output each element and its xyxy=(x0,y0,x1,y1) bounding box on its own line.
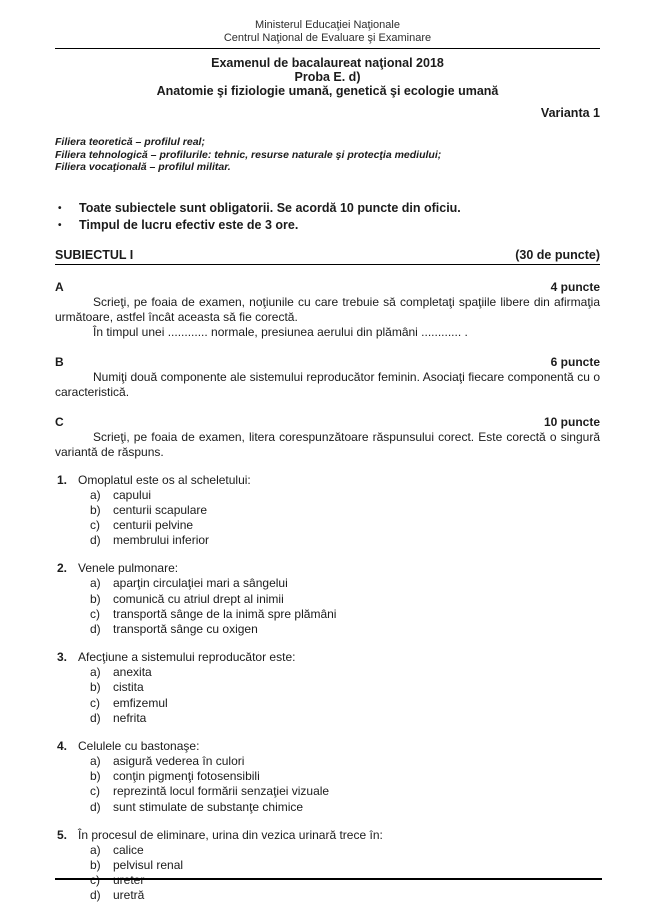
option-b xyxy=(90,680,600,695)
option-c xyxy=(90,518,600,533)
option-letter: b) xyxy=(90,857,101,872)
question-stem xyxy=(55,828,600,843)
option-text: transportă sânge de la inimă spre plămâni xyxy=(113,606,337,621)
question-stem xyxy=(55,473,600,488)
option-letter: c) xyxy=(90,606,100,621)
option-text: calice xyxy=(113,842,144,857)
option-letter: b) xyxy=(90,680,101,695)
option-text: centurii scapulare xyxy=(113,502,208,517)
question-3 xyxy=(55,650,600,726)
section-b-label: B xyxy=(55,354,64,369)
question-stem xyxy=(55,739,600,754)
option-letter: c) xyxy=(90,517,100,532)
section-c-heading xyxy=(55,415,600,430)
option-text: reprezintă locul formării senzaţiei vizuale xyxy=(113,784,330,799)
option-d xyxy=(90,711,600,726)
question-text: Omoplatul este os al scheletului: xyxy=(78,472,251,487)
section-c-label: C xyxy=(55,414,64,429)
footer-divider xyxy=(55,878,602,880)
option-letter: b) xyxy=(90,769,101,784)
bullet-icon: • xyxy=(58,202,62,214)
exam-title: Examenul de bacalaureat naţional 2018 xyxy=(211,56,444,70)
option-a xyxy=(90,576,600,591)
option-b xyxy=(90,592,600,607)
option-text: comunică cu atriul drept al inimii xyxy=(113,591,284,606)
note-row xyxy=(55,217,600,234)
question-text: Afecţiune a sistemului reproducător este: xyxy=(78,650,296,665)
option-letter: d) xyxy=(90,533,101,548)
option-letter: d) xyxy=(90,799,101,814)
section-b-heading xyxy=(55,355,600,370)
section-a-label: A xyxy=(55,279,64,294)
option-a xyxy=(90,488,600,503)
option-letter: b) xyxy=(90,502,101,517)
subject-heading xyxy=(55,248,600,265)
option-c xyxy=(90,696,600,711)
question-number: 3. xyxy=(57,650,68,665)
section-b-paragraph: Numiţi două componente ale sistemului reproducător feminin. Asociaţi fiecare componentă cu o caracteristică. xyxy=(55,369,600,399)
note-row xyxy=(55,200,600,217)
option-d xyxy=(90,533,600,548)
option-letter: c) xyxy=(90,873,100,888)
filiera-block xyxy=(55,136,600,174)
option-letter: a) xyxy=(90,842,101,857)
variant-label: Varianta 1 xyxy=(540,106,600,120)
center-name: Centrul Naţional de Evaluare şi Examinare xyxy=(223,32,432,44)
option-b xyxy=(90,769,600,784)
section-a-fill-statement: În timpul unei ............ normale, presiunea aerului din plămâni ............ . xyxy=(93,324,468,339)
option-letter: b) xyxy=(90,591,101,606)
option-text: sunt stimulate de substanţe chimice xyxy=(113,799,304,814)
option-letter: a) xyxy=(90,487,101,502)
exam-title-block xyxy=(55,56,600,98)
option-text: cistita xyxy=(113,680,144,695)
section-a-paragraph: Scrieţi, pe foaia de examen, noţiunile cu care trebuie să completaţi spaţiile libere din afirmaţia următoare, astfel încât aceasta să fie corectă. xyxy=(55,294,600,324)
option-text: pelvisul renal xyxy=(113,857,184,872)
subject-label: SUBIECTUL I xyxy=(55,247,134,262)
option-text: asigură vederea în culori xyxy=(113,753,245,768)
filiera-vocationala: Filiera vocaţională – profilul militar. xyxy=(55,161,231,173)
option-c xyxy=(90,607,600,622)
question-4 xyxy=(55,739,600,815)
section-b-points: 6 puncte xyxy=(550,354,600,369)
section-a-points: 4 puncte xyxy=(550,279,600,294)
question-text: Venele pulmonare: xyxy=(78,561,179,576)
subject-points: (30 de puncte) xyxy=(515,247,600,262)
option-d xyxy=(90,888,600,903)
option-letter: a) xyxy=(90,753,101,768)
exam-proba: Proba E. d) xyxy=(294,70,361,84)
bullet-icon: • xyxy=(58,219,62,231)
option-c xyxy=(90,873,600,888)
question-2 xyxy=(55,561,600,637)
option-text: transportă sânge cu oxigen xyxy=(113,621,258,636)
option-text: membrului inferior xyxy=(113,533,210,548)
option-text: capului xyxy=(113,487,152,502)
question-text: În procesul de eliminare, urina din vezica urinară trece în: xyxy=(78,827,383,842)
filiera-tehnologica: Filiera tehnologică – profilurile: tehnic, resurse naturale şi protecţia mediului; xyxy=(55,148,442,161)
option-text: emfizemul xyxy=(113,695,168,710)
option-a xyxy=(90,754,600,769)
exam-subject-name: Anatomie şi fiziologie umană, genetică şi ecologie umană xyxy=(156,84,499,98)
option-c xyxy=(90,784,600,799)
option-b xyxy=(90,503,600,518)
option-letter: c) xyxy=(90,695,100,710)
option-d xyxy=(90,800,600,815)
ministry-header xyxy=(55,0,600,45)
option-text: ureter xyxy=(113,873,145,888)
question-5 xyxy=(55,828,600,904)
section-a-heading xyxy=(55,280,600,295)
ministry-name: Ministerul Educaţiei Naţionale xyxy=(255,19,400,31)
section-c-points: 10 puncte xyxy=(543,414,600,429)
question-1 xyxy=(55,473,600,549)
question-stem xyxy=(55,561,600,576)
exam-notes xyxy=(55,200,600,234)
option-letter: d) xyxy=(90,621,101,636)
header-divider xyxy=(55,48,600,49)
option-text: centurii pelvine xyxy=(113,517,194,532)
option-a xyxy=(90,843,600,858)
option-text: anexita xyxy=(113,665,152,680)
option-letter: d) xyxy=(90,710,101,725)
option-letter: a) xyxy=(90,665,101,680)
question-number: 5. xyxy=(57,827,68,842)
filiera-teoretica: Filiera teoretică – profilul real; xyxy=(55,136,205,148)
option-letter: d) xyxy=(90,888,101,903)
question-text: Celulele cu bastonaşe: xyxy=(78,738,200,753)
question-number: 4. xyxy=(57,738,68,753)
option-text: nefrita xyxy=(113,710,147,725)
option-text: conţin pigmenţi fotosensibili xyxy=(113,769,260,784)
question-number: 1. xyxy=(57,472,68,487)
question-number: 2. xyxy=(57,561,68,576)
option-letter: a) xyxy=(90,576,101,591)
section-c-paragraph: Scrieţi, pe foaia de examen, litera corespunzătoare răspunsului corect. Este corectă o singură variantă de răspuns. xyxy=(55,429,600,459)
option-d xyxy=(90,622,600,637)
note-duration: Timpul de lucru efectiv este de 3 ore. xyxy=(79,217,299,232)
question-stem xyxy=(55,650,600,665)
note-mandatory: Toate subiectele sunt obligatorii. Se acordă 10 puncte din oficiu. xyxy=(79,200,461,215)
option-text: uretră xyxy=(113,888,145,903)
option-b xyxy=(90,858,600,873)
option-letter: c) xyxy=(90,784,100,799)
option-a xyxy=(90,665,600,680)
option-text: aparţin circulaţiei mari a sângelui xyxy=(113,576,288,591)
